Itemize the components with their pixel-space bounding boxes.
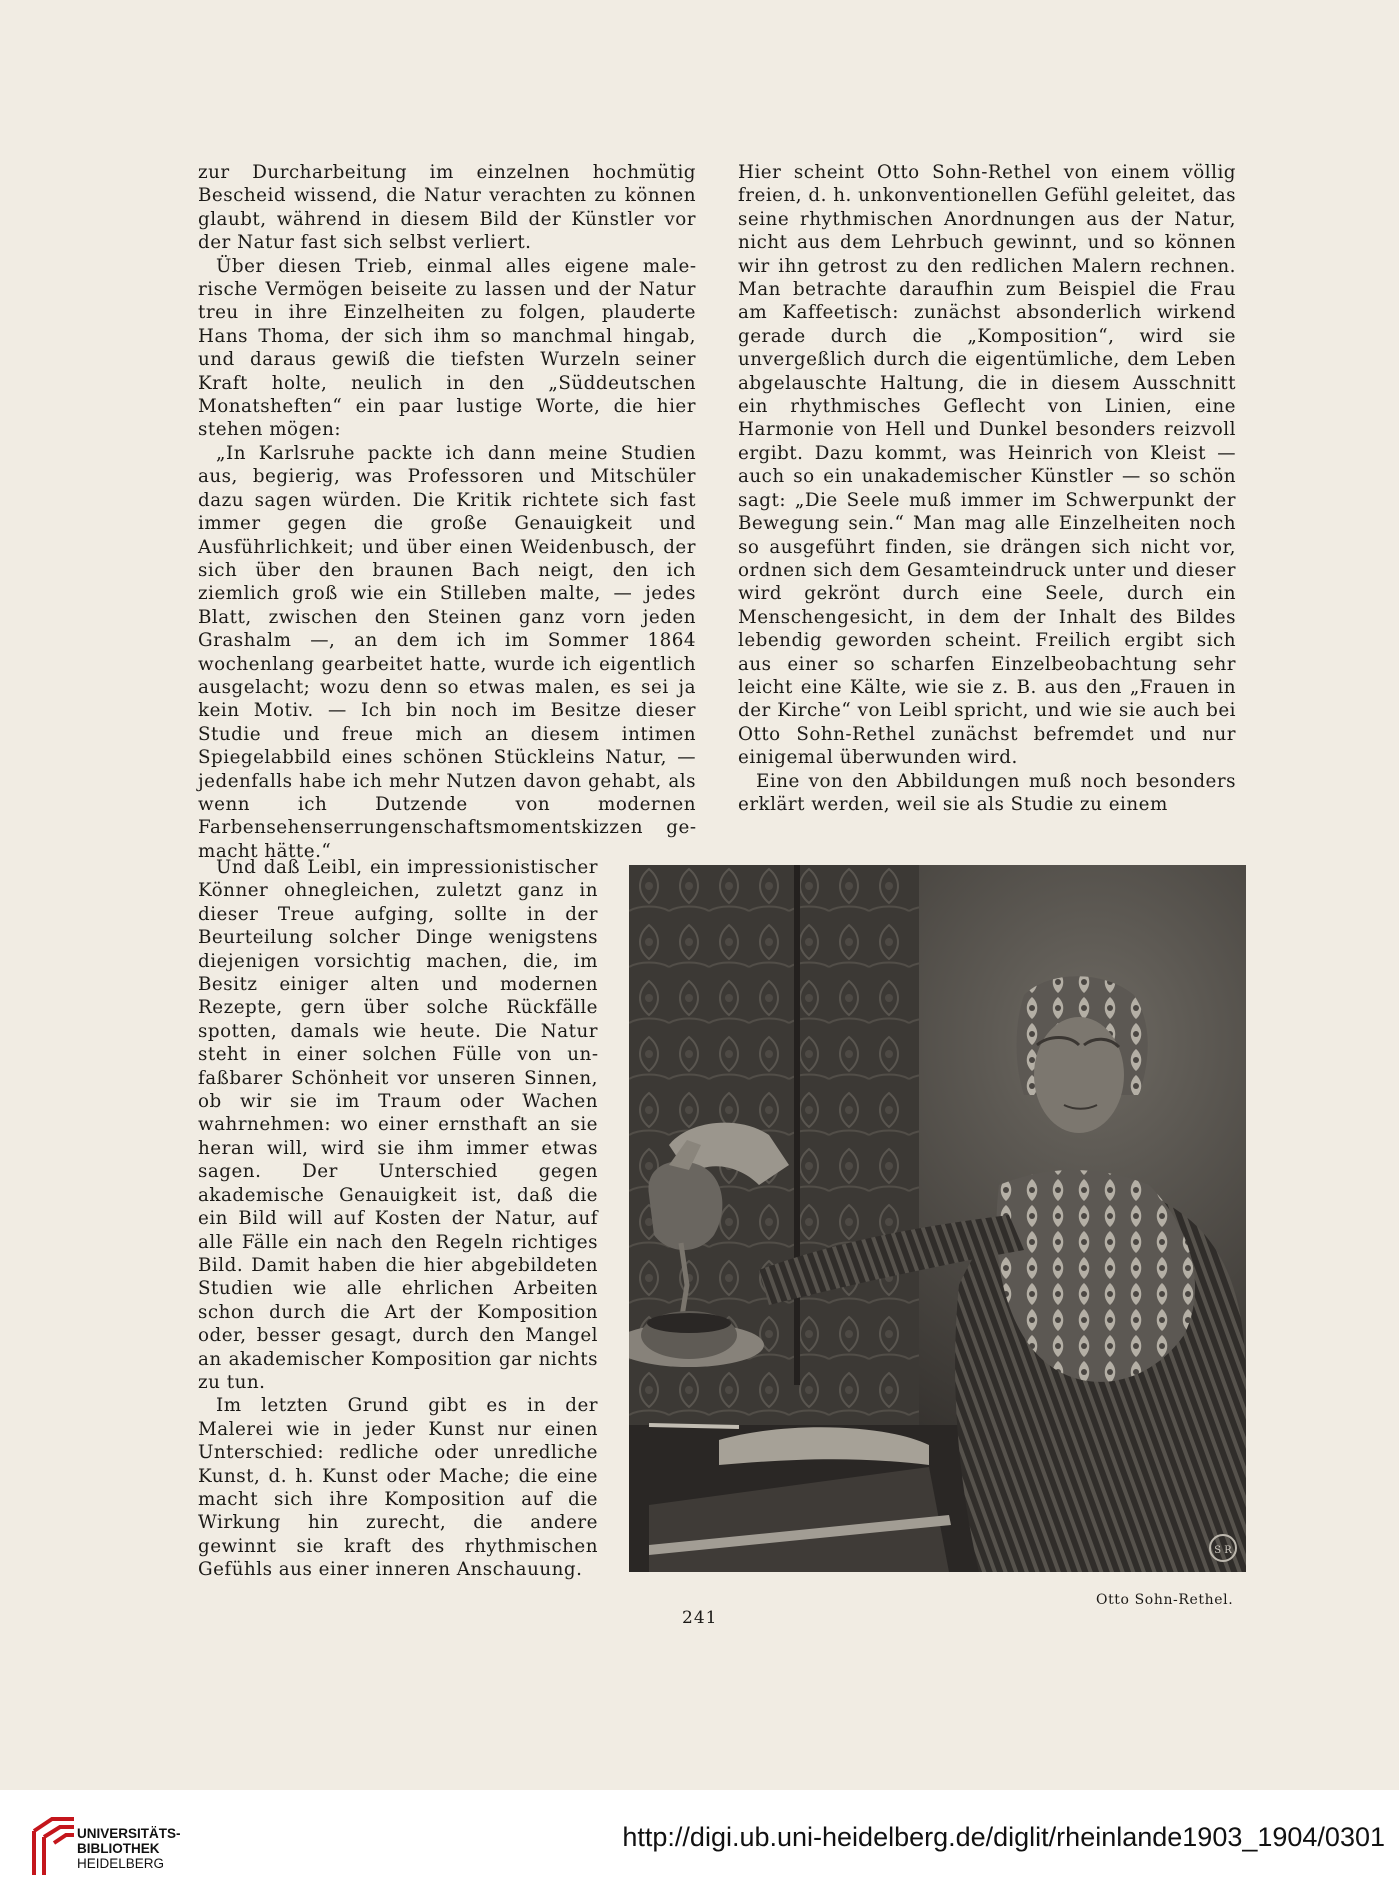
paragraph: Hier scheint Otto Sohn-Rethel von einem völlig freien, d. h. unkonventionellen Gefühl geleitet, das seine rhythmischen Anordnungen aus der Natur, nicht aus dem Lehrbuch gewinnt, und so können wir ihn getrost zu den redlichen Malern rechnen. Man betrachte daraufhin zum Beispiel die Frau am Kaffeetisch: zunächst absonderlich wirkend gerade durch die „Komposition“, wird sie unvergeßlich durch die eigentümliche, dem Leben abgelauschte Haltung, die in diesem Ausschnitt ein rhythmisches Geflecht von Linien, eine Harmonie von Hell und Dunkel besonders reizvoll ergibt. Dazu kommt, was Heinrich von Kleist — auch so ein unakademischer Künstler — so schön sagt: „Die Seele muß immer im Schwerpunkt der Bewegung sein.“ Man mag alle Einzelheiten noch so ausgeführt finden, sie drängen sich nicht vor, ordnen sich dem Gesamteindruck unter und dieser wird gekrönt durch eine Seele, durch ein Menschengesicht, in dem der Inhalt des Bildes lebendig geworden scheint. Freilich ergibt sich aus einer so scharfen Einzelbeobachtung sehr leicht eine Kälte, wie sie z. B. aus den „Frauen in der Kirche“ von Leibl spricht, und wie sie auch bei Otto Sohn-Rethel zunächst befremdet und nur einigemal überwunden wird. [738,162,1236,769]
library-name-line: UNIVERSITÄTS- [77,1826,181,1841]
paragraph: Eine von den Abbildungen muß noch besonders erklärt werden, weil sie als Studie zu einem [738,770,1236,815]
paragraph: zur Durcharbeitung im einzelnen hochmütig Bescheid wissend, die Natur verachten zu können glaubt, während in diesem Bild der Künstler vor der Natur fast sich selbst verliert. [198,162,696,254]
library-name [77,1826,181,1871]
painting-illustration [629,865,1246,1572]
page-number: 241 [682,1608,718,1628]
permalink-url[interactable]: http://digi.ub.uni-heidelberg.de/diglit/rheinlande1903_1904/0301 [622,1822,1385,1852]
monogram: S R [1214,1545,1232,1556]
library-name-line: BIBLIOTHEK [77,1841,160,1856]
library-footer [0,1790,1399,1903]
paragraph: Über diesen Trieb, einmal alles eigene malerische Vermögen beiseite zu lassen und der Natur treu in ihre Einzelheiten zu folgen, plauderte Hans Thoma, der sich ihm so manchmal hingab, und daraus gewiß die tiefsten Wurzeln seiner Kraft holte, neulich in den „Süddeutschen Monatsheften“ ein paar lustige Worte, die hier stehen mögen: [198,255,696,441]
figure-caption: Otto Sohn-Rethel. [1096,1592,1234,1608]
paragraph: „In Karlsruhe packte ich dann meine Studien aus, begierig, was Professoren und Mitschüler dazu sagen würden. Die Kritik richtete sich fast immer gegen die große Genauigkeit und Ausführlichkeit; und über einen Weidenbusch, der sich über den braunen Bach neigt, den ich ziemlich groß wie ein Stilleben malte, — jedes Blatt, zwischen den Steinen ganz vorn jeden Grashalm —, an dem ich im Sommer 1864 wochenlang gearbeitet hatte, wurde ich eigentlich ausgelacht; wozu denn so etwas malen, es sei ja kein Motiv. — Ich bin noch im Besitze dieser Studie und freue mich an diesem intimen Spiegelabbild eines schönen Stückleins Natur, — jedenfalls habe ich mehr Nutzen davon gehabt, als wenn ich Dutzende von modernen Farbensehenserrungenschaftsmomentskizzen gemacht hätte.“ [198,442,696,862]
paragraph: Im letzten Grund gibt es in der Malerei wie in jeder Kunst nur einen Unterschied: redliche oder unredliche Kunst, d. h. Kunst oder Mache; die eine macht sich ihre Komposition auf die Wirkung hin zurecht, die andere gewinnt sie kraft des rhythmischen Gefühls aus einer inneren Anschauung. [198,1395,598,1581]
painting-woman-at-coffee-table [629,865,1246,1572]
left-column-upper [198,161,696,863]
paragraph: Und daß Leibl, ein impressionistischer Könner ohnegleichen, zuletzt ganz in dieser Treue aufging, sollte in der Beurteilung solcher Dinge wenigstens diejenigen vorsichtig machen, die, im Besitz einiger alten und modernen Rezepte, gern über solche Rückfälle spotten, damals wie heute. Die Natur steht in einer solchen Fülle von unfaßbarer Schönheit vor unseren Sinnen, ob wir sie im Traum oder Wachen wahrnehmen: wo einer ernsthaft an sie heran will, wird sie ihm immer etwas sagen. Der Unterschied gegen akademische Genauigkeit ist, daß die ein Bild will auf Kosten der Natur, auf alle Fälle ein nach den Regeln richtiges Bild. Damit haben die hier abgebildeten Studien wie alle ehrlichen Arbeiten schon durch die Art der Komposition oder, besser gesagt, durch den Mangel an akademischer Komposition gar nichts zu tun. [198,857,598,1393]
right-column [738,161,1236,816]
library-name-line: HEIDELBERG [77,1856,165,1871]
left-column-lower [198,856,598,1582]
